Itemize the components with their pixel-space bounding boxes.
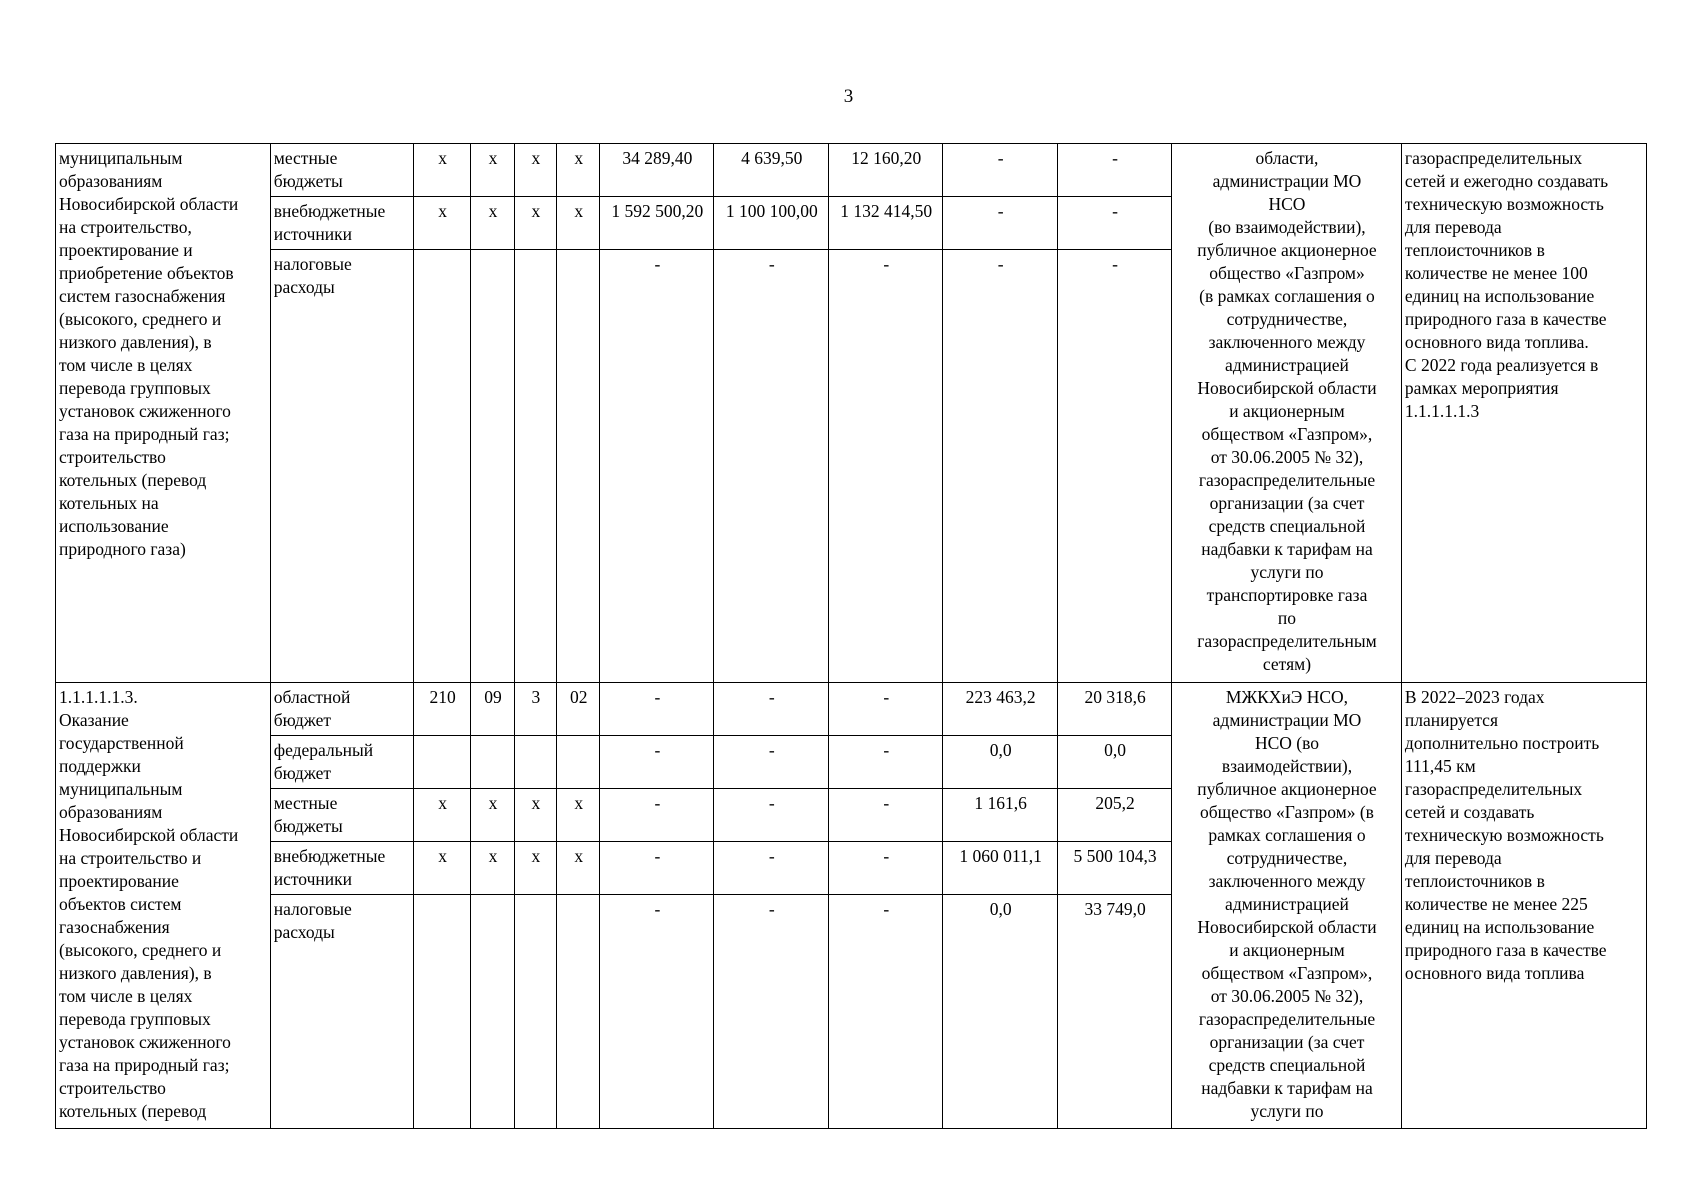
value-cell: 0,0 (943, 895, 1058, 1129)
value-cell: - (1058, 250, 1172, 683)
table-row (56, 683, 1647, 736)
value-cell: - (829, 736, 943, 789)
value-cell: - (829, 250, 943, 683)
value-cell: - (600, 736, 714, 789)
value-cell: 0,0 (1058, 736, 1172, 789)
value-cell: 1 592 500,20 (600, 197, 714, 250)
value-cell: 33 749,0 (1058, 895, 1172, 1129)
value-cell: - (714, 895, 829, 1129)
value-cell: 20 318,6 (1058, 683, 1172, 736)
program-activities-table (55, 143, 1647, 1129)
value-cell: 12 160,20 (829, 144, 943, 197)
value-cell: - (943, 250, 1058, 683)
expected-result: газораспределительных сетей и ежегодно создавать техническую возможность для перевода теплоисточников в количестве не менее 100 единиц на использование природного газа в качестве основного вида топлива. С 2022 года реализуется в рамках мероприятия 1.1.1.1.1.3 (1401, 144, 1646, 683)
value-cell: 1 060 011,1 (943, 842, 1058, 895)
funding-source: внебюджетные источники (270, 197, 413, 250)
code-cell: x (514, 789, 556, 842)
value-cell: - (714, 842, 829, 895)
funding-source: местные бюджеты (270, 789, 413, 842)
executors: МЖКХиЭ НСО, администрации МО НСО (во взаимодействии), публичное акционерное общество «Газпром» (в рамках соглашения о сотрудничестве, заключенного между администрацией Новосибирской области и акционерным обществом «Газпром», от 30.06.2005 № 32), газораспределительные организации (за счет средств специальной надбавки к тарифам на услуги по (1172, 683, 1402, 1129)
value-cell: 1 100 100,00 (714, 197, 829, 250)
value-cell: - (714, 789, 829, 842)
code-cell: x (471, 842, 514, 895)
code-cell: 02 (557, 683, 600, 736)
value-cell: 5 500 104,3 (1058, 842, 1172, 895)
code-cell: x (557, 197, 600, 250)
code-cell: x (413, 789, 470, 842)
value-cell: 223 463,2 (943, 683, 1058, 736)
code-cell: 210 (413, 683, 470, 736)
value-cell: - (600, 250, 714, 683)
code-cell: x (413, 144, 470, 197)
value-cell: - (829, 895, 943, 1129)
value-cell: - (600, 895, 714, 1129)
value-cell: 0,0 (943, 736, 1058, 789)
code-cell (471, 895, 514, 1129)
value-cell: - (1058, 144, 1172, 197)
funding-source: налоговые расходы (270, 895, 413, 1129)
code-cell: x (557, 789, 600, 842)
code-cell (413, 895, 470, 1129)
funding-source: налоговые расходы (270, 250, 413, 683)
value-cell: - (714, 250, 829, 683)
value-cell: - (829, 683, 943, 736)
value-cell: - (714, 683, 829, 736)
code-cell: x (413, 842, 470, 895)
code-cell (557, 736, 600, 789)
code-cell: 3 (514, 683, 556, 736)
value-cell: - (943, 197, 1058, 250)
value-cell: - (714, 736, 829, 789)
value-cell: - (1058, 197, 1172, 250)
code-cell: x (471, 197, 514, 250)
activity-description: 1.1.1.1.1.3. Оказание государственной поддержки муниципальным образованиям Новосибирской области на строительство и проектирование объектов систем газоснабжения (высокого, среднего и низкого давления), в том числе в целях перевода групповых установок сжиженного газа на природный газ; строительство котельных (перевод (56, 683, 271, 1129)
funding-source: внебюджетные источники (270, 842, 413, 895)
code-cell: x (557, 144, 600, 197)
value-cell: - (943, 144, 1058, 197)
code-cell: x (514, 197, 556, 250)
value-cell: - (600, 842, 714, 895)
code-cell (413, 736, 470, 789)
code-cell (413, 250, 470, 683)
code-cell: x (514, 144, 556, 197)
value-cell: 34 289,40 (600, 144, 714, 197)
code-cell (557, 250, 600, 683)
code-cell: x (471, 789, 514, 842)
expected-result: В 2022–2023 годах планируется дополнительно построить 111,45 км газораспределительных сетей и создавать техническую возможность для перевода теплоисточников в количестве не менее 225 единиц на использование природного газа в качестве основного вида топлива (1401, 683, 1646, 1129)
code-cell: x (557, 842, 600, 895)
value-cell: - (600, 789, 714, 842)
funding-source: областной бюджет (270, 683, 413, 736)
code-cell (557, 895, 600, 1129)
table-row (56, 144, 1647, 197)
code-cell (471, 250, 514, 683)
executors: области, администрации МО НСО (во взаимодействии), публичное акционерное общество «Газпром» (в рамках соглашения о сотрудничестве, заключенного между администрацией Новосибирской области и акционерным обществом «Газпром», от 30.06.2005 № 32), газораспределительные организации (за счет средств специальной надбавки к тарифам на услуги по транспортировке газа по газораспределительным сетям) (1172, 144, 1402, 683)
value-cell: 1 132 414,50 (829, 197, 943, 250)
activity-description: муниципальным образованиям Новосибирской области на строительство, проектирование и приобретение объектов систем газоснабжения (высокого, среднего и низкого давления), в том числе в целях перевода групповых установок сжиженного газа на природный газ; строительство котельных (перевод котельных на использование природного газа) (56, 144, 271, 683)
code-cell: x (471, 144, 514, 197)
code-cell (514, 736, 556, 789)
code-cell (471, 736, 514, 789)
funding-source: местные бюджеты (270, 144, 413, 197)
value-cell: - (600, 683, 714, 736)
value-cell: 4 639,50 (714, 144, 829, 197)
value-cell: - (829, 842, 943, 895)
value-cell: 1 161,6 (943, 789, 1058, 842)
code-cell: x (514, 842, 556, 895)
page-number: 3 (843, 86, 854, 107)
value-cell: - (829, 789, 943, 842)
code-cell (514, 895, 556, 1129)
value-cell: 205,2 (1058, 789, 1172, 842)
code-cell: 09 (471, 683, 514, 736)
funding-source: федеральный бюджет (270, 736, 413, 789)
code-cell: x (413, 197, 470, 250)
code-cell (514, 250, 556, 683)
